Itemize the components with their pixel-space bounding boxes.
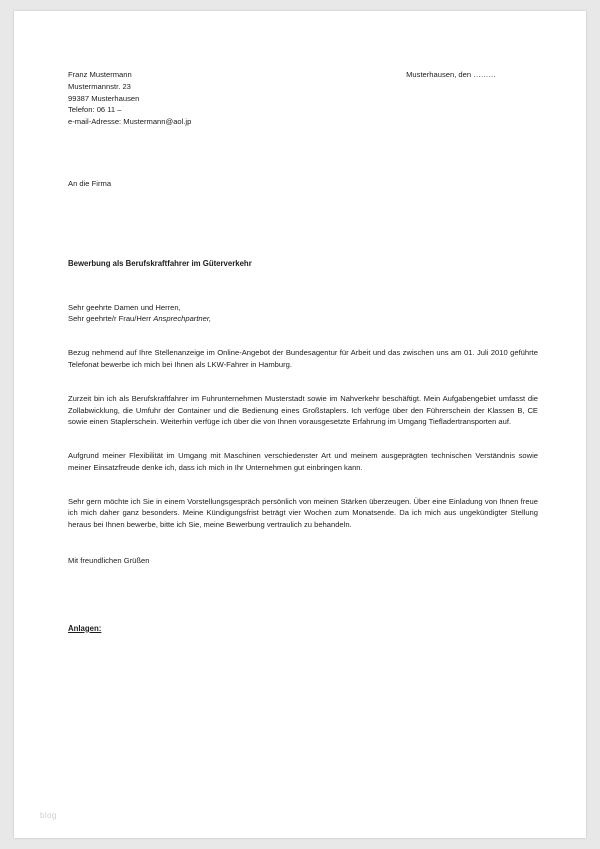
salutation-line-general: Sehr geehrte Damen und Herren, [68, 302, 181, 312]
watermark-text: blog [40, 811, 57, 820]
sender-city: 99387 Musterhausen [68, 93, 140, 103]
salutation-personal-prefix: Sehr geehrte/r Frau/Herr [68, 314, 154, 324]
subject-line: Bewerbung als Berufskraftfahrer im Güterverkehr [68, 258, 252, 268]
closing-line: Mit freundlichen Grüßen [68, 555, 150, 565]
salutation-placeholder-name: Ansprechpartner, [153, 314, 212, 324]
sender-phone: Telefon: 06 11 – [68, 105, 122, 115]
paragraph-current-position: Zurzeit bin ich als Berufskraftfahrer im Fuhrunternehmen Musterstadt sowie im Nahverkehr beschäftigt. Mein Aufgabengebiet umfasst die Zollabwicklung, die Umfuhr der Container und die Bedienung eines Großstaplers. Ich verfüge über den Führerschein der Klassen B, CE sowie einen Staplerschein. Weiterhin verfüge ich über die von Ihnen vorausgesetzte Erfahrung im Umgang Tiefladertransporten auf. [68, 393, 538, 427]
recipient-block [68, 178, 538, 190]
paragraph-reference: Bezug nehmend auf Ihre Stellenanzeige im Online-Angebot der Bundesagentur für Arbeit und das zwischen uns am 01. Juli 2010 geführte Telefonat bewerbe ich mich bei Ihnen als LKW-Fahrer in Hamburg. [68, 348, 538, 369]
salutation-line-personal [68, 313, 538, 325]
recipient-line: An die Firma [68, 178, 112, 188]
sender-street: Mustermannstr. 23 [68, 81, 131, 91]
paragraph-interview-request: Sehr gern möchte ich Sie in einem Vorstellungsgespräch persönlich von meinen Stärken überzeugen. Über eine Einladung von Ihnen freue ich mich daher ganz besonders. Meine Kündigungsfrist beträgt vier Wochen zum Monatsende. Da ich mich aus ungekündigter Stellung heraus bei Ihnen bewerbe, bitte ich Sie, meine Bewerbung vertraulich zu behandeln. [68, 496, 538, 530]
sender-name: Franz Mustermann [68, 70, 132, 79]
letter-header [68, 69, 538, 128]
letter-body [68, 69, 538, 635]
sender-email: e-mail-Adresse: Mustermann@aol.jp [68, 117, 192, 127]
sender-address-block [68, 69, 328, 128]
place-and-date: Musterhausen, den ……… [406, 70, 496, 79]
document-page [14, 11, 586, 838]
attachments-label: Anlagen: [68, 623, 102, 633]
paragraph-skills: Aufgrund meiner Flexibilität im Umgang mit Maschinen verschiedenster Art und meinem ausgeprägten technischen Verständnis sowie meiner Einsatzfreude denke ich, dass ich mich in Ihr Unternehmen gut einbringen kann. [68, 451, 538, 472]
salutation-block [68, 302, 538, 326]
